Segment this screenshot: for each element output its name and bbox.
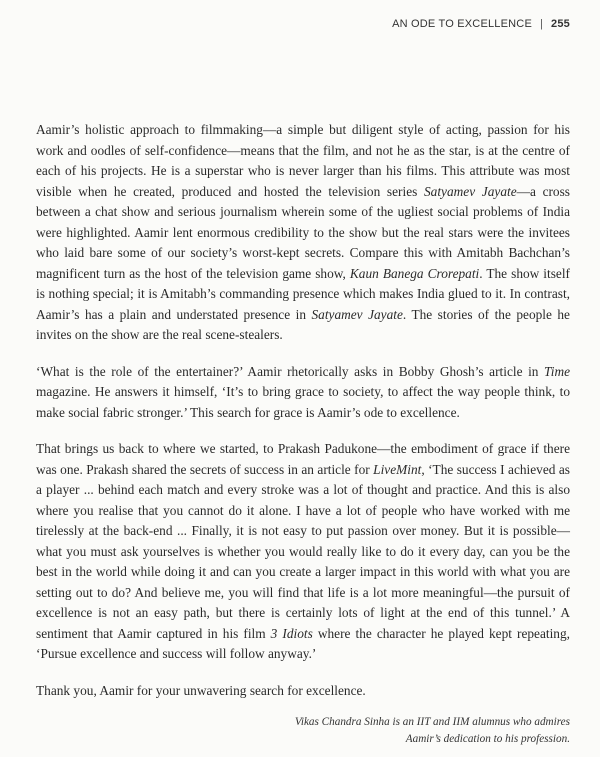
text-run: . The show itself is nothing special; it is Amitabh’s commanding presence which makes India glued to it. In contrast, Aamir’s has a plain and understated presence in: [36, 265, 570, 322]
paragraph-1: [36, 120, 570, 346]
film-title-italic: 3 Idiots: [270, 625, 313, 641]
header-separator: |: [539, 18, 544, 30]
byline-line-1: Vikas Chandra Sinha is an IIT and IIM alumnus who admires: [294, 716, 570, 728]
text-run: Aamir’s holistic approach to filmmaking—a simple but diligent style of acting, passion for his work and oodles of self-confidence—means that the film, and not he as the star, is at the centre of each of his projects. He is a superstar who is never larger than his films. This attribute was most visible when he created, produced and hosted the television series: [36, 122, 570, 199]
magazine-title-italic: Time: [544, 363, 570, 379]
text-run: where the character he played kept repeating, ‘Pursue excellence and success will follow anyway.’: [36, 625, 570, 661]
show-title-italic: Satyamev Jayate: [311, 306, 403, 322]
text-run: . The stories of the people he invites on the show are the real scene-stealers.: [36, 306, 570, 342]
page-number: 255: [551, 18, 570, 30]
text-run: Thank you, Aamir for your unwavering search for excellence.: [36, 682, 366, 698]
author-byline: [36, 714, 570, 748]
running-header: [392, 18, 570, 30]
text-run: ‘What is the role of the entertainer?’ Aamir rhetorically asks in Bobby Ghosh’s article in: [36, 363, 545, 379]
text-run: magazine. He answers it himself, ‘It’s to bring grace to society, to affect the way people think, to make social fabric stronger.’ This search for grace is Aamir’s ode to excellence.: [36, 384, 570, 420]
paragraph-3: [36, 439, 570, 665]
body-text: [36, 120, 570, 717]
paragraph-2: [36, 362, 570, 424]
show-title-italic: Satyamev Jayate: [424, 183, 517, 199]
paragraph-4: [36, 681, 570, 702]
text-run: , ‘The success I achieved as a player ... behind each match and every stroke was a lot of thought and practice. And this is also where you realise that you cannot do it alone. I have a lot of people who have worked with me tirelessly at the back-end ... Finally, it is not easy to put passion over money. But it is possible—what you must ask yourselves is whether you would really like to do it every day, can you be the best in the world while doing it and can you create a larger impact in this world with what you are setting out to do? And believe me, you will find that life is a lot more meaningful—the pursuit of excellence is not an easy path, but there is certainly lots of light at the end of this tunnel.’ A sentiment that Aamir captured in his film: [36, 461, 570, 641]
show-title-italic: Kaun Banega Crorepati: [349, 265, 480, 281]
publication-title-italic: LiveMint: [373, 461, 422, 477]
section-title: AN ODE TO EXCELLENCE: [392, 18, 532, 30]
text-run: —a cross between a chat show and serious journalism wherein some of the ugliest social problems of India were highlighted. Aamir lent enormous credibility to the show but the real stars were the invitees who laid bare some of our society’s worst-kept secrets. Compare this with Amitabh Bachchan’s magnificent turn as the host of the television game show,: [36, 183, 570, 281]
text-run: That brings us back to where we started, to Prakash Padukone—the embodiment of grace if there was one. Prakash shared the secrets of success in an article for: [36, 441, 570, 477]
byline-line-2: Aamir’s dedication to his profession.: [405, 733, 570, 745]
